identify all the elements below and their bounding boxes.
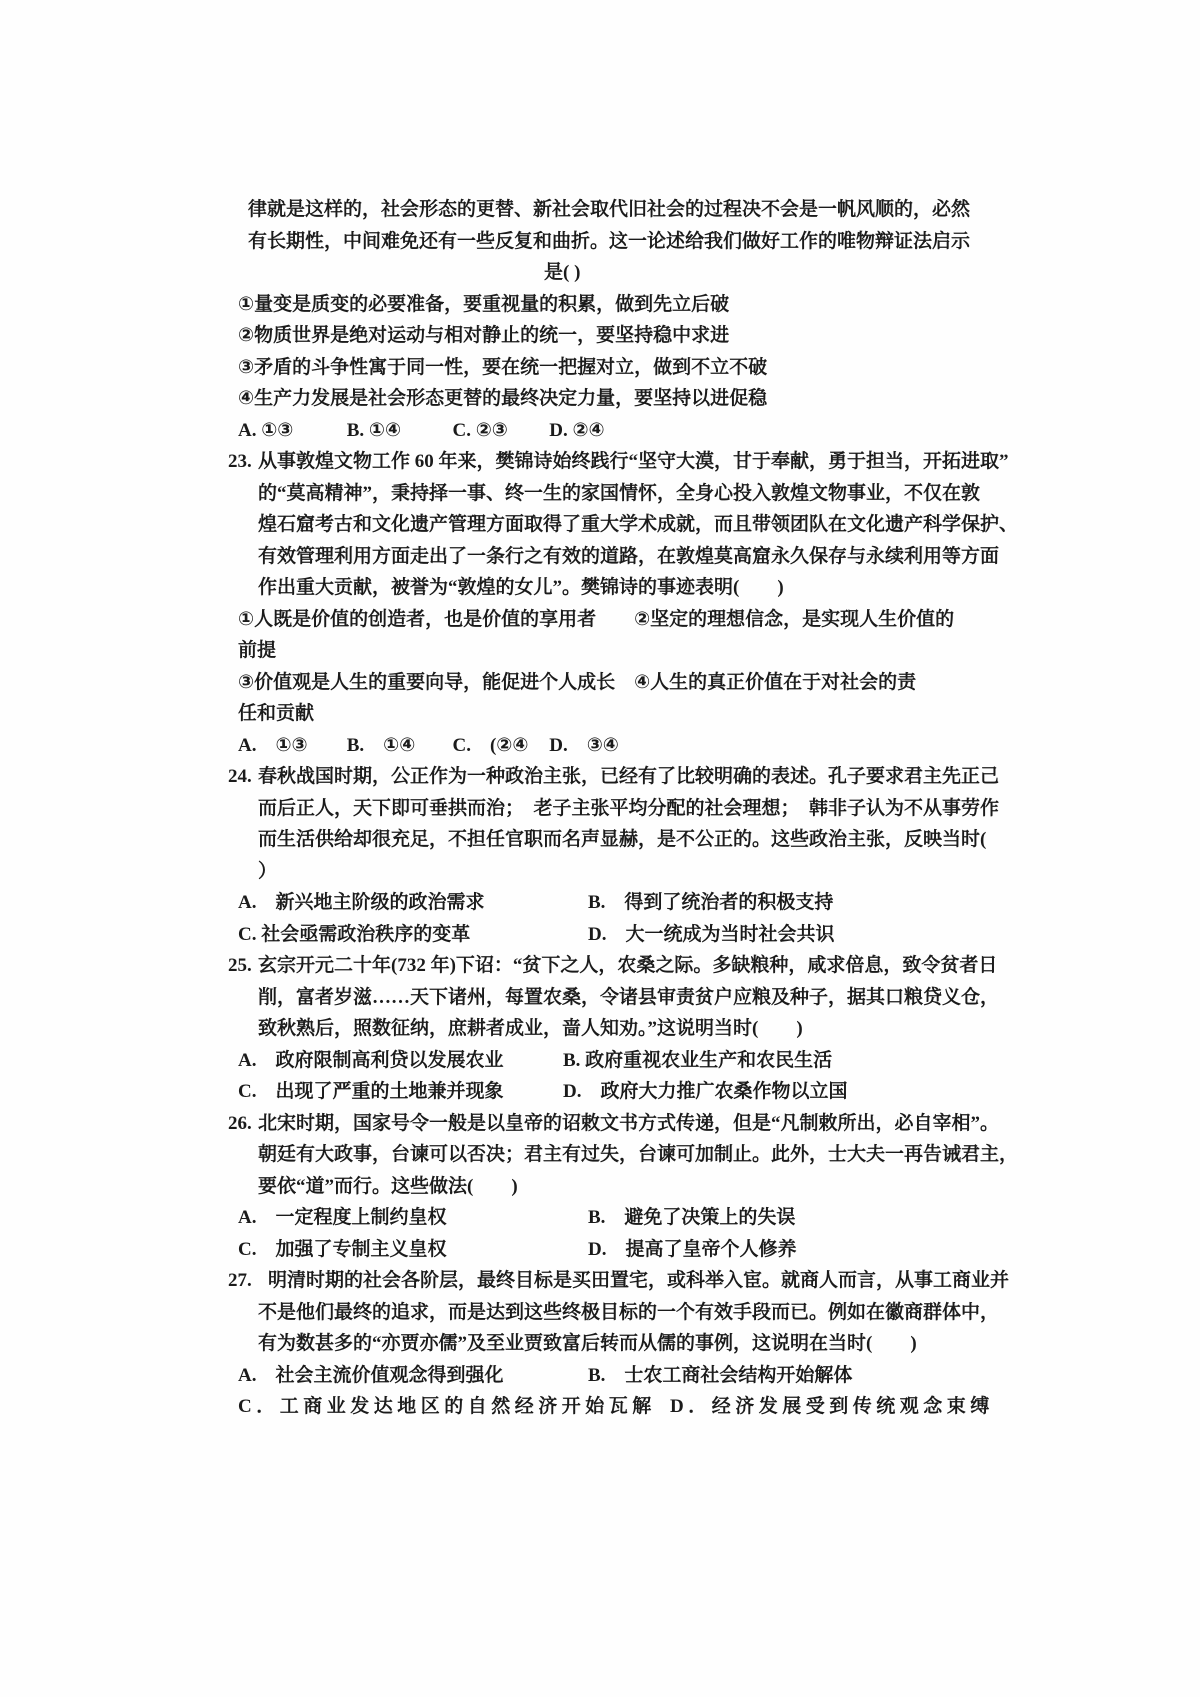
q26-option-row-ab — [204, 1202, 1104, 1234]
q27-option-b: B. 士农工商社会结构开始解体 — [588, 1364, 853, 1386]
q27-option-c: C．工商业发达地区的自然经济开始瓦解 — [238, 1396, 656, 1417]
q26-line-3: 要依“道”而行。这些做法( ) — [258, 1175, 518, 1197]
q23-answer-d: D. ③④ — [549, 734, 619, 756]
q27-line-3: 有为数甚多的“亦贾亦儒”及至业贾致富后转而从儒的事例，这说明在当时( ) — [258, 1333, 917, 1354]
q27-option-row-ab — [204, 1360, 1104, 1392]
q25-option-a: A. 政府限制高利贷以发展农业 — [238, 1049, 504, 1071]
q22-answer-b: B. ①④ — [346, 419, 402, 441]
q22-answer-a: A. ①③ — [238, 419, 294, 441]
q26-option-a: A. 一定程度上制约皇权 — [238, 1207, 447, 1228]
exam-content — [204, 194, 1104, 1423]
q23-answer-b: B. ①④ — [346, 734, 416, 756]
q23-statement-4-cont: 任和贡献 — [238, 703, 315, 724]
q27-line-2: 不是他们最终的追求，而是达到这些终极目标的一个有效手段而已。例如在徽商群体中， — [258, 1301, 1000, 1323]
q27-option-row-cd — [204, 1391, 1104, 1423]
q25-option-c: C. 出现了严重的土地兼并现象 — [238, 1081, 504, 1102]
q23-answer-row — [204, 730, 1104, 762]
q23-line-3: 煌石窟考古和文化遗产管理方面取得了重大学术成就，而且带领团队在文化遗产科学保护、 — [258, 514, 1019, 535]
q23-answer-c: C. (②④ — [452, 734, 529, 756]
q24-option-d: D. 大一统成为当时社会共识 — [588, 923, 835, 945]
q23-line-2: 的“莫高精神”，秉持择一事、终一生的家国情怀，全身心投入敦煌文物事业，不仅在敦 — [258, 482, 981, 504]
q23-number: 23. — [228, 451, 252, 472]
q26-option-row-cd — [204, 1234, 1104, 1266]
q27-option-d: D．经济发展受到传统观念束缚 — [670, 1396, 994, 1417]
q25-first-line — [204, 950, 1104, 982]
q24-closing-paren: ） — [258, 860, 278, 882]
q26-line-1: 北宋时期，国家号令一般是以皇帝的诏敕文书方式传递，但是“凡制敕所出，必自宰相”。 — [258, 1112, 1000, 1134]
q27-number: 27. — [228, 1270, 252, 1291]
q24-option-a: A. 新兴地主阶级的政治需求 — [238, 892, 485, 913]
q26-option-c: C. 加强了专制主义皇权 — [238, 1238, 447, 1260]
q24-option-row-cd — [204, 919, 1104, 951]
q24-option-row-ab — [204, 887, 1104, 919]
q22-blank-parens: 是( ) — [544, 262, 581, 283]
q24-line-2: 而后正人，天下即可垂拱而治； 老子主张平均分配的社会理想； 韩非子认为不从事劳作 — [258, 797, 1000, 819]
q24-option-c: C. 社会亟需政治秩序的变革 — [238, 923, 471, 945]
q22-answer-d: D. ②④ — [549, 419, 605, 441]
q23-first-line — [204, 446, 1104, 478]
q27-first-line — [204, 1265, 1104, 1297]
q23-line-4: 有效管理利用方面走出了一条行之有效的道路，在敦煌莫高窟永久保存与永续利用等方面 — [258, 545, 1000, 567]
q22-statement-3: ③矛盾的斗争性寓于同一性，要在统一把握对立，做到不立不破 — [238, 356, 768, 378]
q22-answer-c: C. ②③ — [452, 419, 508, 441]
q25-option-row-ab — [204, 1045, 1104, 1077]
q24-first-line — [204, 761, 1104, 793]
q23-line-5: 作出重大贡献，被誉为“敦煌的女儿”。樊锦诗的事迹表明( ) — [258, 577, 784, 598]
q24-line-1: 春秋战国时期，公正作为一种政治主张，已经有了比较明确的表述。孔子要求君主先正己 — [258, 766, 1000, 787]
q22-statement-1: ①量变是质变的必要准备，要重视量的积累，做到先立后破 — [238, 293, 730, 315]
q26-option-d: D. 提高了皇帝个人修养 — [588, 1238, 797, 1260]
q27-option-a: A. 社会主流价值观念得到强化 — [238, 1364, 504, 1386]
q22-answer-row — [204, 415, 1104, 447]
q25-option-b: B. 政府重视农业生产和农民生活 — [563, 1049, 833, 1071]
q24-number: 24. — [228, 766, 252, 787]
q23-statement-1-2: ①人既是价值的创造者，也是价值的享用者 ②坚定的理想信念，是实现人生价值的 — [238, 608, 955, 630]
q22-statement-2: ②物质世界是绝对运动与相对静止的统一，要坚持稳中求进 — [238, 325, 730, 346]
q22-line-2: 有长期性，中间难免还有一些反复和曲折。这一论述给我们做好工作的唯物辩证法启示 — [248, 230, 971, 252]
q27-line-1: 明清时期的社会各阶层，最终目标是买田置宅，或科举入宦。就商人而言，从事工商业并 — [268, 1270, 1010, 1291]
q26-line-2: 朝廷有大政事，台谏可以否决；君主有过失，台谏可加制止。此外，士大夫一再告诫君主， — [258, 1144, 1019, 1165]
q24-line-3: 而生活供给却很充足，不担任官职而名声显赫，是不公正的。这些政治主张，反映当时( — [258, 829, 987, 850]
q23-line-1: 从事敦煌文物工作 60 年来，樊锦诗始终践行“坚守大漠，甘于奉献，勇于担当，开拓进取” — [258, 451, 1009, 472]
q23-statement-2-cont: 前提 — [238, 640, 277, 661]
q25-option-d: D. 政府大力推广农桑作物以立国 — [563, 1081, 848, 1102]
q22-line-1: 律就是这样的，社会形态的更替、新社会取代旧社会的过程决不会是一帆风顺的，必然 — [248, 199, 971, 220]
q25-line-2: 削，富者岁滋……天下诸州，每置农桑，令诸县审责贫户应粮及种子，据其口粮贷义仓， — [258, 986, 1000, 1008]
q25-line-3: 致秋熟后，照数征纳，庶耕者成业，啬人知劝。”这说明当时( ) — [258, 1018, 803, 1039]
q25-option-row-cd — [204, 1076, 1104, 1108]
q26-number: 26. — [228, 1112, 252, 1134]
q24-option-b: B. 得到了统治者的积极支持 — [588, 892, 834, 913]
q22-statement-4: ④生产力发展是社会形态更替的最终决定力量，要坚持以进促稳 — [238, 388, 768, 409]
q26-option-b: B. 避免了决策上的失误 — [588, 1207, 796, 1228]
q25-number: 25. — [228, 955, 252, 976]
q26-first-line — [204, 1108, 1104, 1140]
q23-statement-3-4: ③价值观是人生的重要向导，能促进个人成长 ④人生的真正价值在于对社会的责 — [238, 671, 917, 693]
q25-line-1: 玄宗开元二十年(732 年)下诏：“贫下之人，农桑之际。多缺粮种，咸求倍息，致令贫者日 — [258, 955, 998, 976]
q23-answer-a: A. ①③ — [238, 734, 308, 756]
